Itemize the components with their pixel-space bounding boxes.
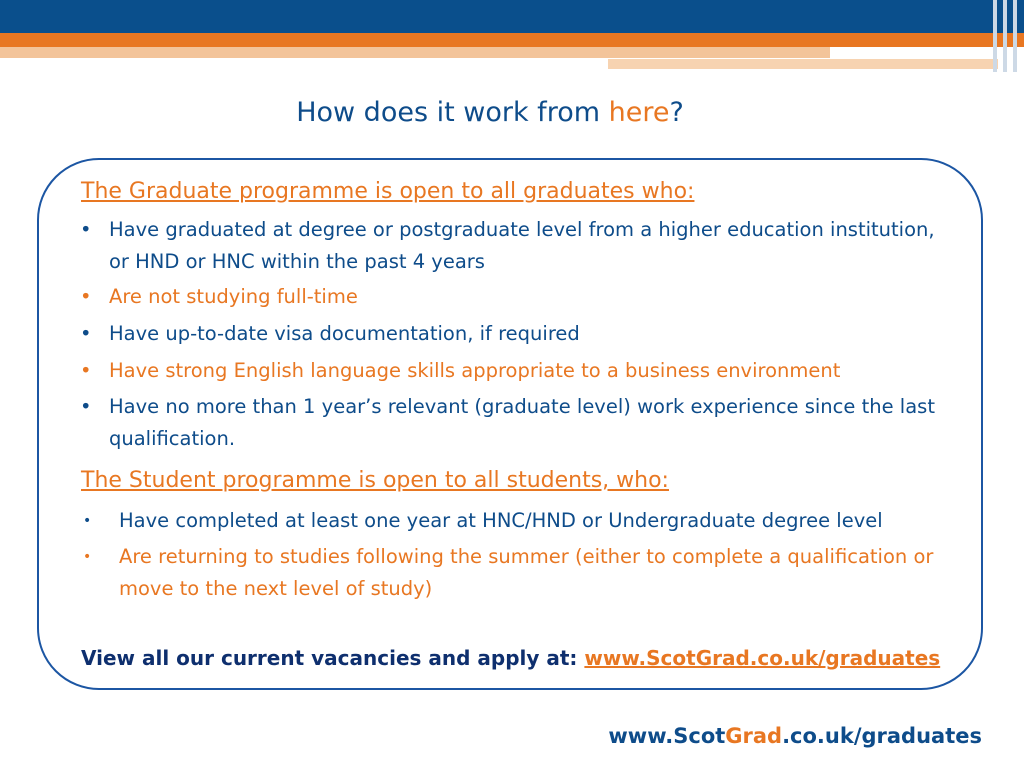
graduates-link[interactable]: www.ScotGrad.co.uk/graduates (584, 646, 941, 670)
footer-highlight: Grad (725, 724, 783, 748)
student-criteria-list (80, 505, 950, 605)
footer-prefix: www.Scot (608, 724, 726, 748)
banner-pale-stripe-short (608, 59, 998, 69)
header-banner (0, 0, 1024, 72)
banner-orange-stripe (0, 33, 1024, 47)
list-item: • Have up-to-date visa documentation, if required (80, 318, 950, 350)
banner-pale-stripe (0, 47, 830, 58)
list-item: • Have no more than 1 year’s relevant (graduate level) work experience since the last qualification. (80, 391, 950, 455)
title-highlight: here (608, 97, 670, 128)
list-item: • Have completed at least one year at HNC/HND or Undergraduate degree level (80, 505, 950, 537)
banner-divider-line (1003, 0, 1007, 72)
banner-divider-line (1013, 0, 1017, 72)
vacancies-cta (81, 646, 940, 670)
slide-title (0, 97, 980, 128)
graduate-criteria-list (80, 214, 950, 455)
cta-text: View all our current vacancies and apply at: (81, 646, 585, 670)
list-item: • Have graduated at degree or postgraduate level from a higher education institution, or HND or HNC within the past 4 years (80, 214, 950, 278)
list-item: • Are not studying full-time (80, 281, 950, 313)
footer-website (608, 724, 982, 748)
banner-blue-stripe (0, 0, 1024, 33)
footer-suffix: .co.uk/graduates (782, 724, 982, 748)
banner-divider-line (993, 0, 997, 72)
list-item: • Are returning to studies following the summer (either to complete a qualification or move to the next level of study) (80, 541, 950, 605)
title-prefix: How does it work from (296, 97, 609, 128)
graduate-heading: The Graduate programme is open to all graduates who: (81, 179, 695, 204)
title-suffix: ? (669, 97, 684, 128)
student-heading: The Student programme is open to all students, who: (81, 468, 669, 493)
list-item: • Have strong English language skills appropriate to a business environment (80, 355, 950, 387)
